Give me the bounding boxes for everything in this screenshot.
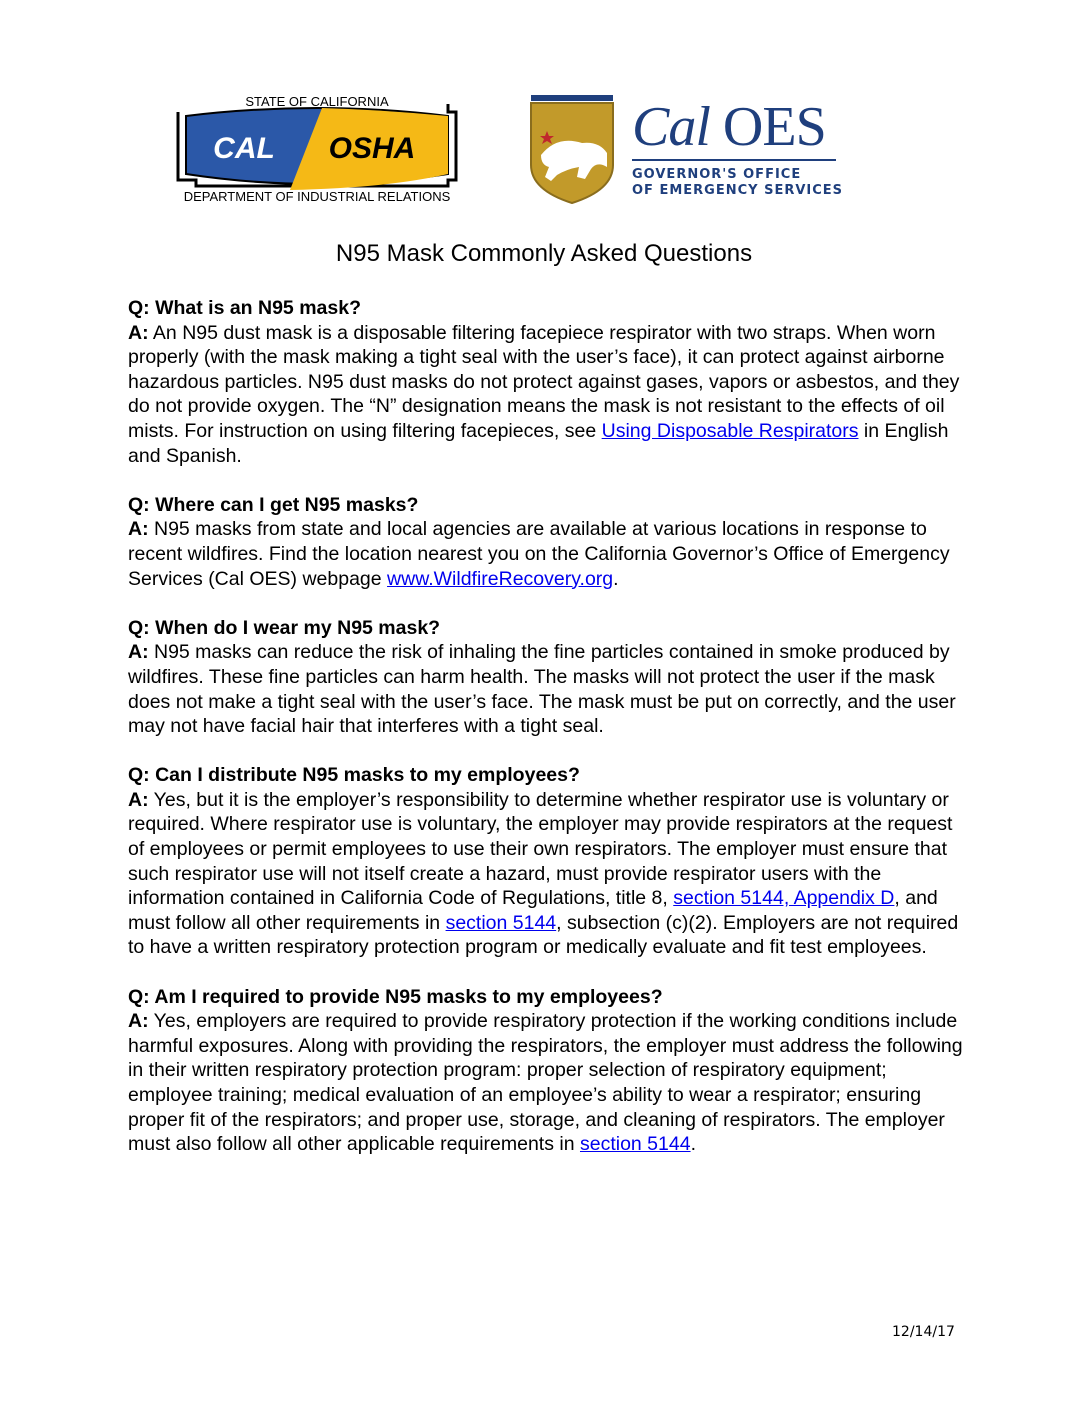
answer bbox=[128, 321, 968, 469]
cal-osha-logo bbox=[172, 90, 462, 205]
question: Q: What is an N95 mask? bbox=[128, 297, 361, 319]
answer-text-after: . bbox=[613, 567, 619, 590]
qa-list bbox=[128, 296, 968, 1181]
answer bbox=[128, 788, 968, 960]
header-logos bbox=[0, 85, 1088, 210]
answer-label: A: bbox=[128, 1010, 149, 1033]
page-title: N95 Mask Commonly Asked Questions bbox=[335, 240, 753, 267]
wildfire-recovery-link[interactable]: www.WildfireRecovery.org bbox=[387, 567, 614, 590]
answer-label: A: bbox=[128, 788, 149, 811]
question: Q: Am I required to provide N95 masks to my employees? bbox=[128, 985, 663, 1008]
svg-text:DEPARTMENT OF INDUSTRIAL RELAT: DEPARTMENT OF INDUSTRIAL RELATIONS bbox=[183, 189, 451, 204]
oes-title-rest: OES bbox=[709, 96, 826, 158]
answer-text-mid: , and must follow all other requirements in bbox=[128, 887, 938, 934]
document-date: 12/14/17 bbox=[892, 1324, 955, 1340]
answer-text: N95 masks can reduce the risk of inhaling the fine particles contained in smoke produced by wildfires. These fine particles can harm health. The masks will not protect the user if the mask does not make a tight seal with the user’s face. The mask must be put on correctly, and the user may not have facial hair that interferes with a tight seal. bbox=[128, 641, 956, 738]
svg-text:CAL: CAL bbox=[213, 132, 275, 165]
answer-text-after: . bbox=[690, 1133, 696, 1156]
qa-item bbox=[128, 616, 968, 739]
answer-label: A: bbox=[128, 518, 149, 541]
answer-label: A: bbox=[128, 641, 149, 664]
svg-text:OSHA: OSHA bbox=[328, 132, 416, 165]
answer-label: A: bbox=[128, 321, 149, 344]
svg-text:STATE OF CALIFORNIA: STATE OF CALIFORNIA bbox=[245, 94, 389, 109]
answer-text: An N95 dust mask is a disposable filtering facepiece respirator with two straps. When worn properly (with the mask making a tight seal with the user’s face), it can protect against airborne hazardous particles. N95 dust masks do not protect against gases, vapors or asbestos, and they do not provide oxygen. The “N” designation means the mask is not resistant to the effects of oil mists. For instruction on using filtering facepieces, see bbox=[128, 321, 960, 442]
qa-item bbox=[128, 493, 968, 591]
cal-oes-shield-icon bbox=[527, 95, 617, 205]
answer-text-after: , subsection (c)(2). Employers are not required to have a written respiratory protection program or medically evaluate and fit test employees. bbox=[128, 911, 959, 959]
oes-title-italic: Cal bbox=[632, 96, 710, 158]
qa-item bbox=[128, 985, 968, 1157]
section-5144-appendix-d-link[interactable]: section 5144, Appendix D bbox=[673, 887, 895, 910]
answer-text: Yes, employers are required to provide respiratory protection if the working conditions include harmful exposures. Along with providing the respirators, the employer must address the following in their written respiratory protection program: proper selection of respiratory equipment; employee training; medical evaluation of an employee’s ability to wear a respirator; ensuring proper fit of the respirators; and proper use, storage, and cleaning of respirators. The employer must also follow all other applicable requirements in bbox=[128, 1010, 963, 1156]
answer bbox=[128, 640, 968, 738]
qa-item bbox=[128, 763, 968, 960]
section-5144-link[interactable]: section 5144 bbox=[445, 911, 557, 934]
section-5144-link[interactable]: section 5144 bbox=[579, 1133, 691, 1156]
oes-subtitle-line2: OF EMERGENCY SERVICES bbox=[632, 183, 844, 198]
question: Q: Can I distribute N95 masks to my employees? bbox=[128, 764, 580, 787]
cal-oes-wordmark bbox=[632, 96, 844, 199]
oes-divider bbox=[632, 159, 836, 161]
answer-text: N95 masks from state and local agencies are available at various locations in response to recent wildfires. Find the location nearest you on the California Governor’s Office of Emergency Services (Cal OES) webpage bbox=[128, 518, 950, 590]
answer bbox=[128, 1009, 968, 1157]
question: Q: When do I wear my N95 mask? bbox=[128, 616, 441, 639]
qa-item bbox=[128, 296, 968, 468]
answer-text-after: in English and Spanish. bbox=[128, 419, 949, 467]
answer-text: Yes, but it is the employer’s responsibility to determine whether respirator use is voluntary or required. Where respirator use is voluntary, the employer may provide respirators at the request of employees or permit employees to use their own respirators. The employer must ensure that such respirator use will not itself create a hazard, must provide respirator users with the information contained in California Code of Regulations, title 8, bbox=[128, 788, 953, 910]
using-disposable-respirators-link[interactable]: Using Disposable Respirators bbox=[601, 419, 859, 442]
question: Q: Where can I get N95 masks? bbox=[128, 493, 419, 516]
oes-subtitle-line1: GOVERNOR'S OFFICE bbox=[632, 167, 802, 182]
answer bbox=[128, 517, 968, 591]
